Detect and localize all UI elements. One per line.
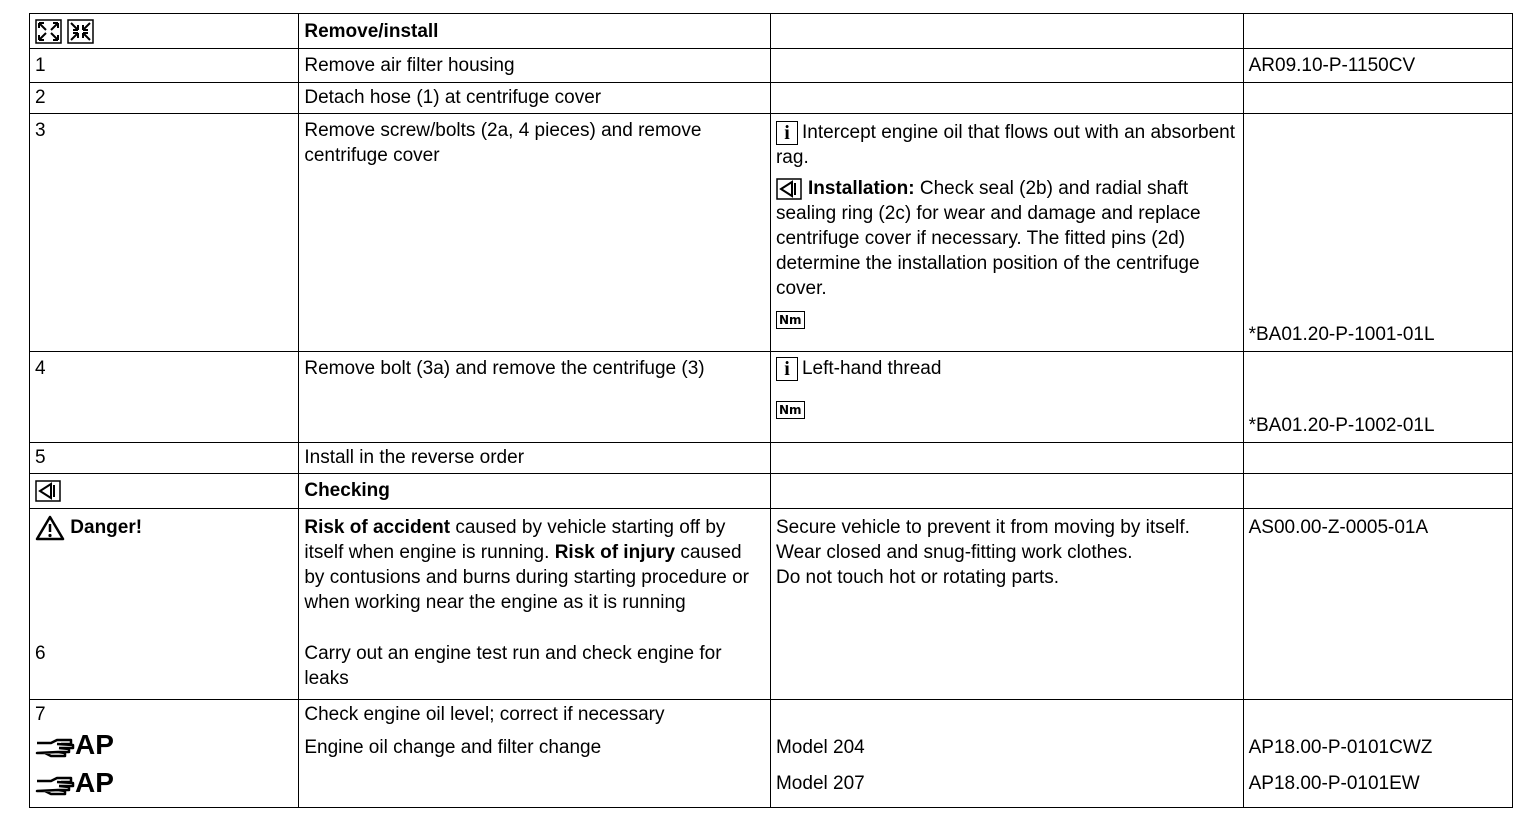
expand-icon: [35, 19, 62, 44]
step-number: 6: [35, 643, 46, 664]
installation-icon: [776, 178, 802, 200]
reference-link[interactable]: AS00.00-Z-0005-01A: [1248, 517, 1429, 538]
section-title: Checking: [299, 474, 771, 509]
step-action: Check engine oil level; correct if necessary: [304, 704, 665, 725]
step-action: Detach hose (1) at centrifuge cover: [299, 83, 771, 114]
step-number: 2: [30, 83, 299, 114]
reference-link[interactable]: AP18.00-P-0101CWZ: [1248, 737, 1433, 758]
table-row: [30, 474, 1513, 509]
checking-icon: [35, 480, 61, 502]
step-notes: [770, 352, 1243, 443]
table-row: [30, 114, 1513, 352]
step-number: 3: [30, 114, 299, 352]
step-action: Carry out an engine test run and check engine for leaks: [304, 643, 722, 689]
step-notes: [770, 114, 1243, 352]
section-title: Remove/install: [299, 14, 771, 49]
torque-nm-icon[interactable]: Nm: [776, 401, 805, 419]
collapse-icon: [67, 19, 94, 44]
table-row: [30, 700, 1513, 808]
table-row: [30, 443, 1513, 474]
table-row: [30, 83, 1513, 114]
step-number: 4: [30, 352, 299, 443]
reference-link[interactable]: *BA01.20-P-1001-01L: [1248, 324, 1435, 345]
table-row: [30, 352, 1513, 443]
step-number: 1: [30, 49, 299, 83]
safety-measure: Wear closed and snug-fitting work clothes.: [775, 542, 1133, 563]
step-action: Engine oil change and filter change: [304, 737, 602, 758]
info-note: i Intercept engine oil that flows out with an absorbent rag.: [775, 121, 1236, 168]
step-action: Remove screw/bolts (2a, 4 pieces) and remove centrifuge cover: [299, 114, 771, 352]
table-row: [30, 49, 1513, 83]
risk-text: Risk of accident caused by vehicle starting off by itself when engine is running. Risk of injury caused by contusions and burns during starting procedure or when working near the engine as it is running: [304, 517, 750, 613]
step-action: Remove bolt (3a) and remove the centrifuge (3): [299, 352, 771, 443]
safety-measure: Secure vehicle to prevent it from moving by itself.: [775, 517, 1190, 538]
header-icons-cell: [30, 14, 299, 49]
pointing-hand-icon: [35, 737, 75, 761]
info-icon: i: [776, 121, 798, 145]
model-label: Model 204: [775, 737, 865, 758]
model-label: Model 207: [775, 773, 865, 794]
reference-link[interactable]: AR09.10-P-1150CV: [1243, 49, 1512, 83]
table-row: [30, 14, 1513, 49]
pointing-hand-icon: [35, 775, 75, 799]
step-action: Install in the reverse order: [299, 443, 771, 474]
danger-label: Danger!: [35, 515, 293, 641]
procedure-table: [29, 13, 1513, 808]
torque-nm-icon[interactable]: Nm: [776, 311, 805, 329]
step-number: 5: [30, 443, 299, 474]
safety-measure: Do not touch hot or rotating parts.: [775, 567, 1060, 588]
warning-triangle-icon: [35, 515, 65, 541]
step-number: 7: [35, 704, 46, 725]
step-action: Remove air filter housing: [299, 49, 771, 83]
ap-link[interactable]: AP: [35, 727, 293, 765]
ap-link[interactable]: AP: [35, 765, 293, 801]
info-icon: i: [776, 357, 798, 381]
info-note: i Left-hand thread: [776, 356, 1238, 381]
table-row: [30, 509, 1513, 700]
reference-link[interactable]: *BA01.20-P-1002-01L: [1248, 415, 1435, 436]
installation-note: Installation: Check seal (2b) and radial shaft sealing ring (2c) for wear and damage and replace centrifuge cover if necessary. The fitted pins (2d) determine the installation position of the centrifuge cover.: [775, 178, 1201, 299]
reference-link[interactable]: AP18.00-P-0101EW: [1248, 773, 1420, 794]
